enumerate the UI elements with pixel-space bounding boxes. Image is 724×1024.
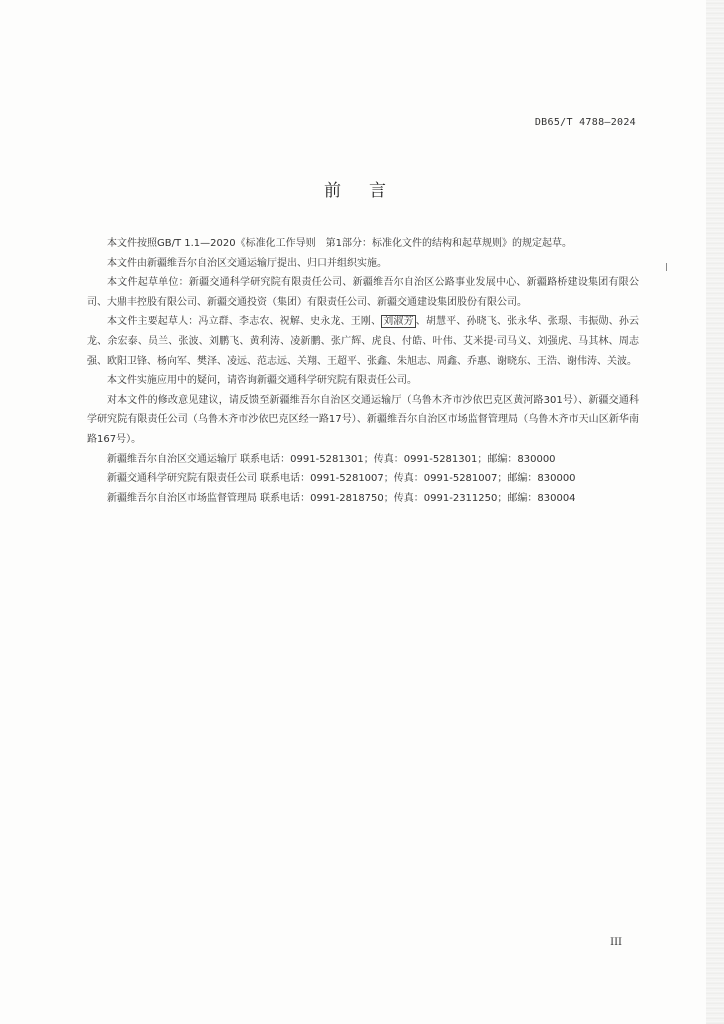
paragraph-standard-basis: 本文件按照GB/T 1.1—2020《标准化工作导则 第1部分：标准化文件的结构和起草规则》的规定起草。: [107, 238, 572, 249]
page-number: III: [610, 937, 622, 948]
paragraph-inquiry: 本文件实施应用中的疑问，请咨询新疆交通科学研究院有限责任公司。: [107, 375, 417, 387]
paragraph-feedback: 对本文件的修改意见建议，请反馈至新疆维吾尔自治区交通运输厅（乌鲁木齐市沙依巴克区黄河路301号）、新疆交通科学研究院有限责任公司（乌鲁木齐市沙依巴克区经一路17号）、新疆维吾尔自治区市场监督管理局（乌鲁木齐市天山区新华南路167号）。: [87, 394, 639, 445]
margin-mark: [666, 263, 667, 271]
contact-list: [87, 450, 639, 509]
paragraph-drafters: [87, 312, 639, 371]
foreword-body: [87, 234, 639, 508]
contact-line: 新疆维吾尔自治区市场监督管理局 联系电话：0991-2818750；传真：0991-2311250；邮编：830004: [107, 492, 576, 504]
contact-line: 新疆维吾尔自治区交通运输厅 联系电话：0991-5281301；传真：0991-5281301；邮编：830000: [107, 453, 556, 465]
highlighted-name-box: 刘淑芳: [383, 316, 414, 328]
scan-edge-artifact: [706, 0, 724, 1024]
drafters-text-end: 、胡慧平、孙晓飞、张永华、张璟、韦振勋、孙云龙、余宏泰、员兰、张波、刘鹏飞、黄利涛、凌新鹏、张广辉、虎良、付皓、叶伟、艾米提·司马义、刘强虎、马其林、周志强、欧阳卫锋、杨向军、樊泽、凌远、范志远、关翔、王超平、张鑫、朱旭志、周鑫、乔惠、谢晓东、王浩、谢伟涛、关波。: [87, 316, 640, 367]
paragraph-proposer: 本文件由新疆维吾尔自治区交通运输厅提出、归口并组织实施。: [107, 257, 387, 269]
document-code: DB65/T 4788—2024: [534, 117, 636, 128]
contact-line: 新疆交通科学研究院有限责任公司 联系电话：0991-5281007；传真：0991-5281007；邮编：830000: [107, 473, 576, 485]
page-title: 前言: [324, 181, 414, 201]
drafters-text-start: 本文件主要起草人：冯立群、李志农、祝解、史永龙、王刚、: [107, 316, 382, 328]
paragraph-drafting-units: 本文件起草单位：新疆交通科学研究院有限责任公司、新疆维吾尔自治区公路事业发展中心、新疆路桥建设集团有限公司、大鼎丰控股有限公司、新疆交通投资（集团）有限责任公司、新疆交通建设集团股份有限公司。: [87, 277, 639, 308]
